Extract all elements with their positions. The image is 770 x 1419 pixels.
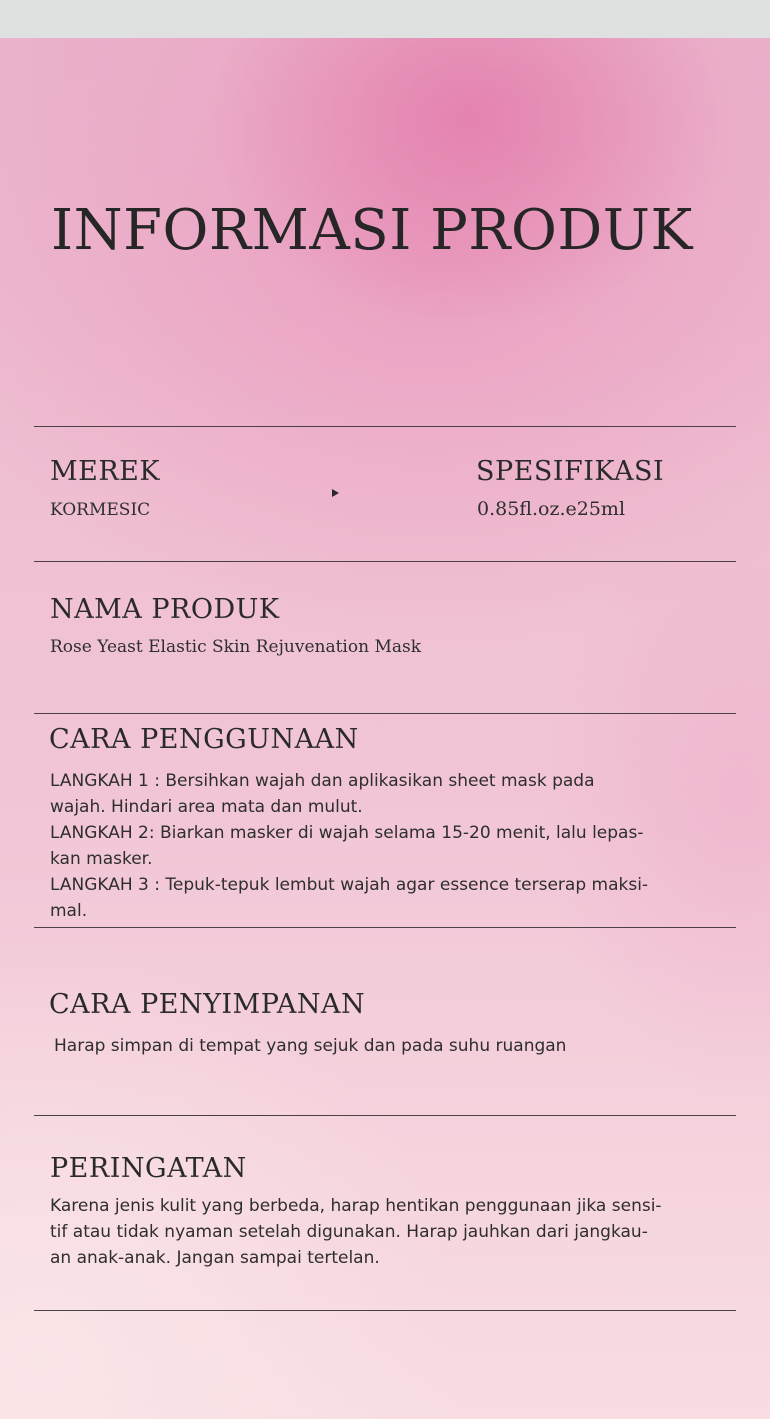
page-title: INFORMASI PRODUK <box>51 198 693 263</box>
usage-line: LANGKAH 1 : Bersihkan wajah dan aplikasikan sheet mask pada <box>50 771 595 791</box>
usage-line: LANGKAH 2: Biarkan masker di wajah selama 15-20 menit, lalu lepas- <box>50 823 644 843</box>
usage-line: wajah. Hindari area mata dan mulut. <box>50 797 363 817</box>
spec-value: 0.85fl.oz.e25ml <box>477 498 626 520</box>
divider <box>34 426 736 427</box>
divider <box>34 561 736 562</box>
usage-heading: CARA PENGGUNAAN <box>49 724 359 755</box>
warning-line: tif atau tidak nyaman setelah digunakan. Harap jauhkan dari jangkau- <box>50 1222 648 1242</box>
brand-heading: MEREK <box>50 456 161 487</box>
divider <box>34 713 736 714</box>
divider <box>34 1115 736 1116</box>
top-strip <box>0 0 770 38</box>
usage-steps <box>50 768 730 924</box>
usage-line: LANGKAH 3 : Tepuk-tepuk lembut wajah agar essence terserap maksi- <box>50 875 649 895</box>
divider <box>34 927 736 928</box>
product-info-panel <box>0 38 770 1419</box>
storage-text: Harap simpan di tempat yang sejuk dan pada suhu ruangan <box>54 1036 567 1056</box>
play-triangle-icon <box>332 489 339 497</box>
storage-heading: CARA PENYIMPANAN <box>49 989 366 1020</box>
warning-heading: PERINGATAN <box>50 1153 247 1184</box>
spec-heading: SPESIFIKASI <box>476 456 665 487</box>
warning-line: an anak-anak. Jangan sampai tertelan. <box>50 1248 380 1268</box>
product-name-heading: NAMA PRODUK <box>50 594 280 625</box>
warning-line: Karena jenis kulit yang berbeda, harap hentikan penggunaan jika sensi- <box>50 1196 662 1216</box>
usage-line: mal. <box>50 901 88 921</box>
usage-line: kan masker. <box>50 849 153 869</box>
product-name-value: Rose Yeast Elastic Skin Rejuvenation Mask <box>50 637 422 657</box>
warning-text <box>50 1193 730 1271</box>
brand-value: KORMESIC <box>50 500 151 520</box>
divider <box>34 1310 736 1311</box>
